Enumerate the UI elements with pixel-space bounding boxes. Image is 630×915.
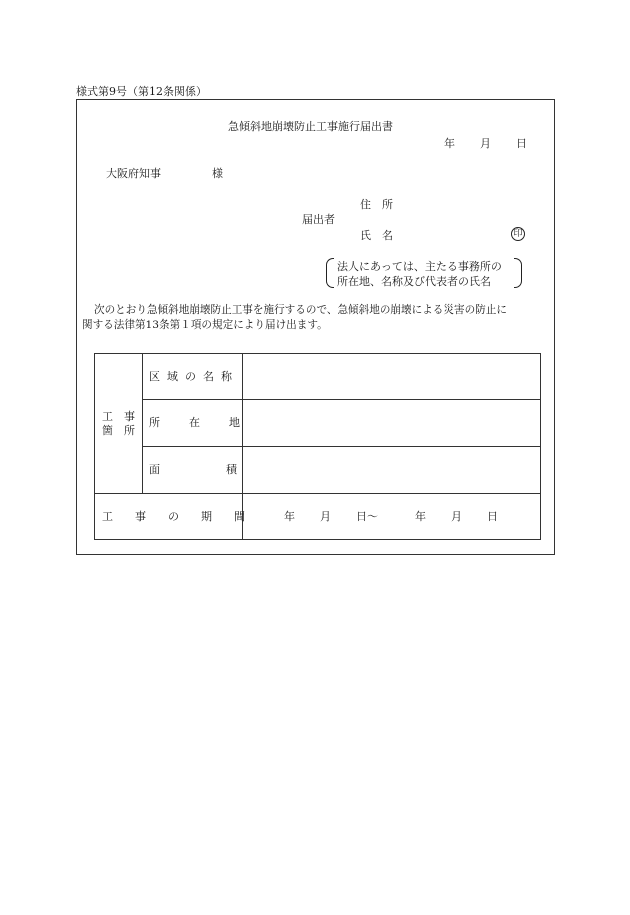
corporate-note-line2: 所在地、名称及び代表者の氏名 — [337, 275, 491, 288]
applicant-label: 届出者 — [302, 213, 335, 226]
table-divider — [142, 399, 541, 400]
date-month: 月 — [480, 137, 491, 150]
table-divider — [94, 493, 541, 494]
name-label: 氏 名 — [360, 229, 393, 242]
row-label-area-size — [149, 463, 303, 476]
period-label — [102, 511, 267, 522]
row-label-text: 面積 — [149, 463, 303, 476]
row-label-location — [149, 416, 269, 429]
row-label-text: 所在地 — [149, 416, 269, 429]
group-label-line1: 工 事 — [102, 410, 135, 423]
body-text-line1: 次のとおり急傾斜地崩壊防止工事を施行するので、急傾斜地の崩壊による災害の防止に — [94, 304, 507, 316]
row-label-text: 区域の名称 — [149, 370, 239, 383]
table-divider — [142, 446, 541, 447]
form-label: 様式第9号（第12条関係） — [76, 85, 207, 98]
address-label: 住 所 — [360, 198, 393, 211]
addressee-honorific: 様 — [212, 167, 223, 180]
period-year-end[interactable]: 年 — [415, 510, 426, 523]
date-year: 年 — [444, 137, 455, 150]
period-day-end[interactable]: 日 — [487, 510, 498, 523]
period-month-start[interactable]: 月 — [320, 510, 331, 523]
date-day: 日 — [516, 137, 527, 150]
period-year-start[interactable]: 年 — [284, 510, 295, 523]
body-text-line2: 関する法律第13条第１項の規定により届け出ます。 — [82, 319, 328, 331]
table-divider — [142, 353, 143, 494]
addressee-name: 大阪府知事 — [106, 167, 161, 180]
group-label-line2: 箇 所 — [102, 424, 135, 437]
period-month-end[interactable]: 月 — [451, 510, 462, 523]
corporate-note-line1: 法人にあっては、主たる事務所の — [337, 260, 502, 273]
form-title: 急傾斜地崩壊防止工事施行届出書 — [228, 120, 393, 133]
note-right-bracket — [514, 258, 522, 288]
seal-stamp: 印 — [511, 227, 525, 241]
row-label-area-name — [149, 371, 237, 382]
note-left-bracket — [326, 258, 334, 288]
period-label-text: 工事の期間 — [102, 510, 267, 523]
period-day-start[interactable]: 日～ — [356, 510, 378, 523]
